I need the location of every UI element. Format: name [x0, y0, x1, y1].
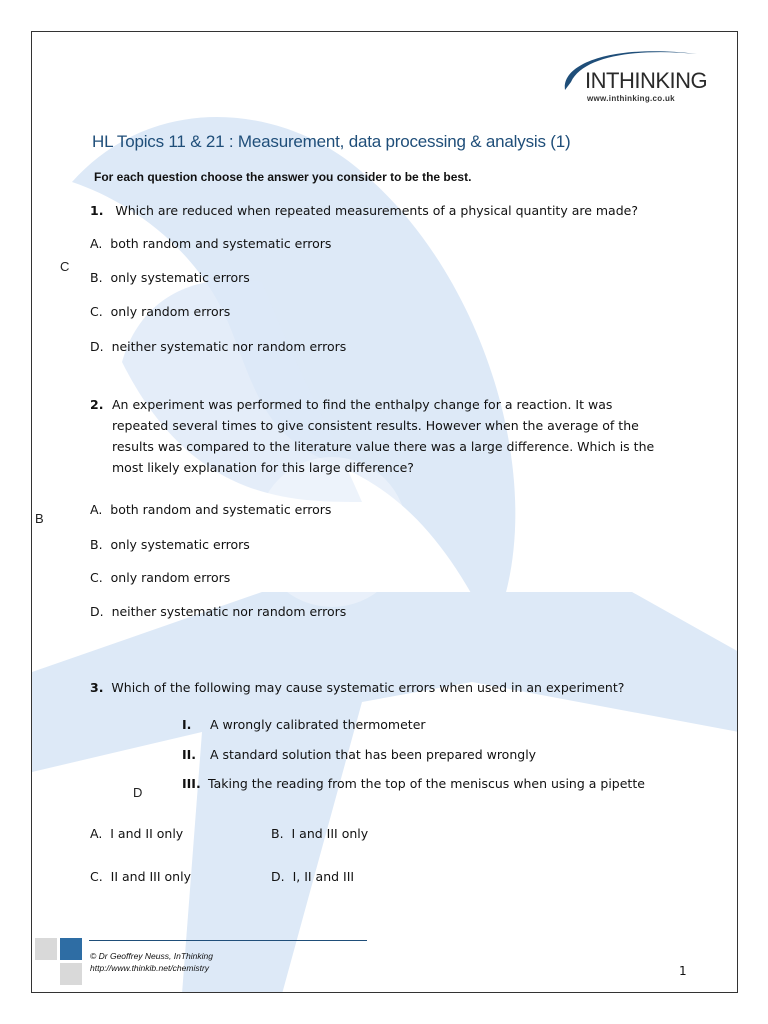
q3-statement-1: I. A wrongly calibrated thermometer [182, 717, 426, 732]
footer-square-dark-icon [60, 938, 82, 960]
q1-option-c[interactable]: C. only random errors [90, 304, 231, 319]
logo-wordmark: INTHINKING [585, 68, 708, 93]
q3-option-d[interactable]: D. I, II and III [271, 869, 355, 884]
footer-divider [89, 940, 367, 941]
document-page [31, 31, 738, 993]
question-text: Which of the following may cause systematic errors when used in an experiment? [111, 680, 625, 695]
q2-option-a[interactable]: A. both random and systematic errors [90, 502, 332, 517]
question-1 [90, 200, 638, 221]
footer-credits [90, 950, 213, 974]
question-number: 3. [90, 680, 104, 695]
footer-url: http://www.thinkib.net/chemistry [90, 963, 210, 973]
handwritten-answer-q1: C [60, 259, 70, 274]
footer-square-light-icon [35, 938, 57, 960]
handwritten-answer-q3: D [133, 785, 143, 800]
q1-option-a[interactable]: A. both random and systematic errors [90, 236, 332, 251]
q1-option-b[interactable]: B. only systematic errors [90, 270, 250, 285]
question-number: 2. [90, 397, 104, 412]
inthinking-logo [557, 42, 707, 107]
q3-statement-2: II. A standard solution that has been prepared wrongly [182, 747, 537, 762]
question-3 [90, 677, 624, 698]
handwritten-answer-q2: B [35, 511, 44, 526]
instructions: For each question choose the answer you consider to be the best. [94, 170, 472, 184]
q2-option-d[interactable]: D. neither systematic nor random errors [90, 604, 347, 619]
q3-option-b[interactable]: B. I and III only [271, 826, 369, 841]
question-2: 2. An experiment was performed to find the enthalpy change for a reaction. It was repeated several times to give consistent results. However when the average of the results was compared to the literature value there was a large difference. Which is the most likely explanation for this large difference? [90, 394, 654, 478]
question-number: 1. [90, 203, 104, 218]
footer-author: © Dr Geoffrey Neuss, InThinking [90, 951, 213, 961]
q3-option-c[interactable]: C. II and III only [90, 869, 191, 884]
page-number: 1 [679, 964, 687, 978]
q2-option-b[interactable]: B. only systematic errors [90, 537, 250, 552]
document-title: HL Topics 11 & 21 : Measurement, data processing & analysis (1) [92, 132, 571, 151]
q3-option-a[interactable]: A. I and II only [90, 826, 184, 841]
q2-option-c[interactable]: C. only random errors [90, 570, 231, 585]
q3-statement-3: III. Taking the reading from the top of the meniscus when using a pipette [182, 776, 645, 791]
logo-url: www.inthinking.co.uk [587, 94, 675, 103]
question-text: Which are reduced when repeated measurements of a physical quantity are made? [115, 203, 638, 218]
q1-option-d[interactable]: D. neither systematic nor random errors [90, 339, 347, 354]
footer-square-light-icon [60, 963, 82, 985]
